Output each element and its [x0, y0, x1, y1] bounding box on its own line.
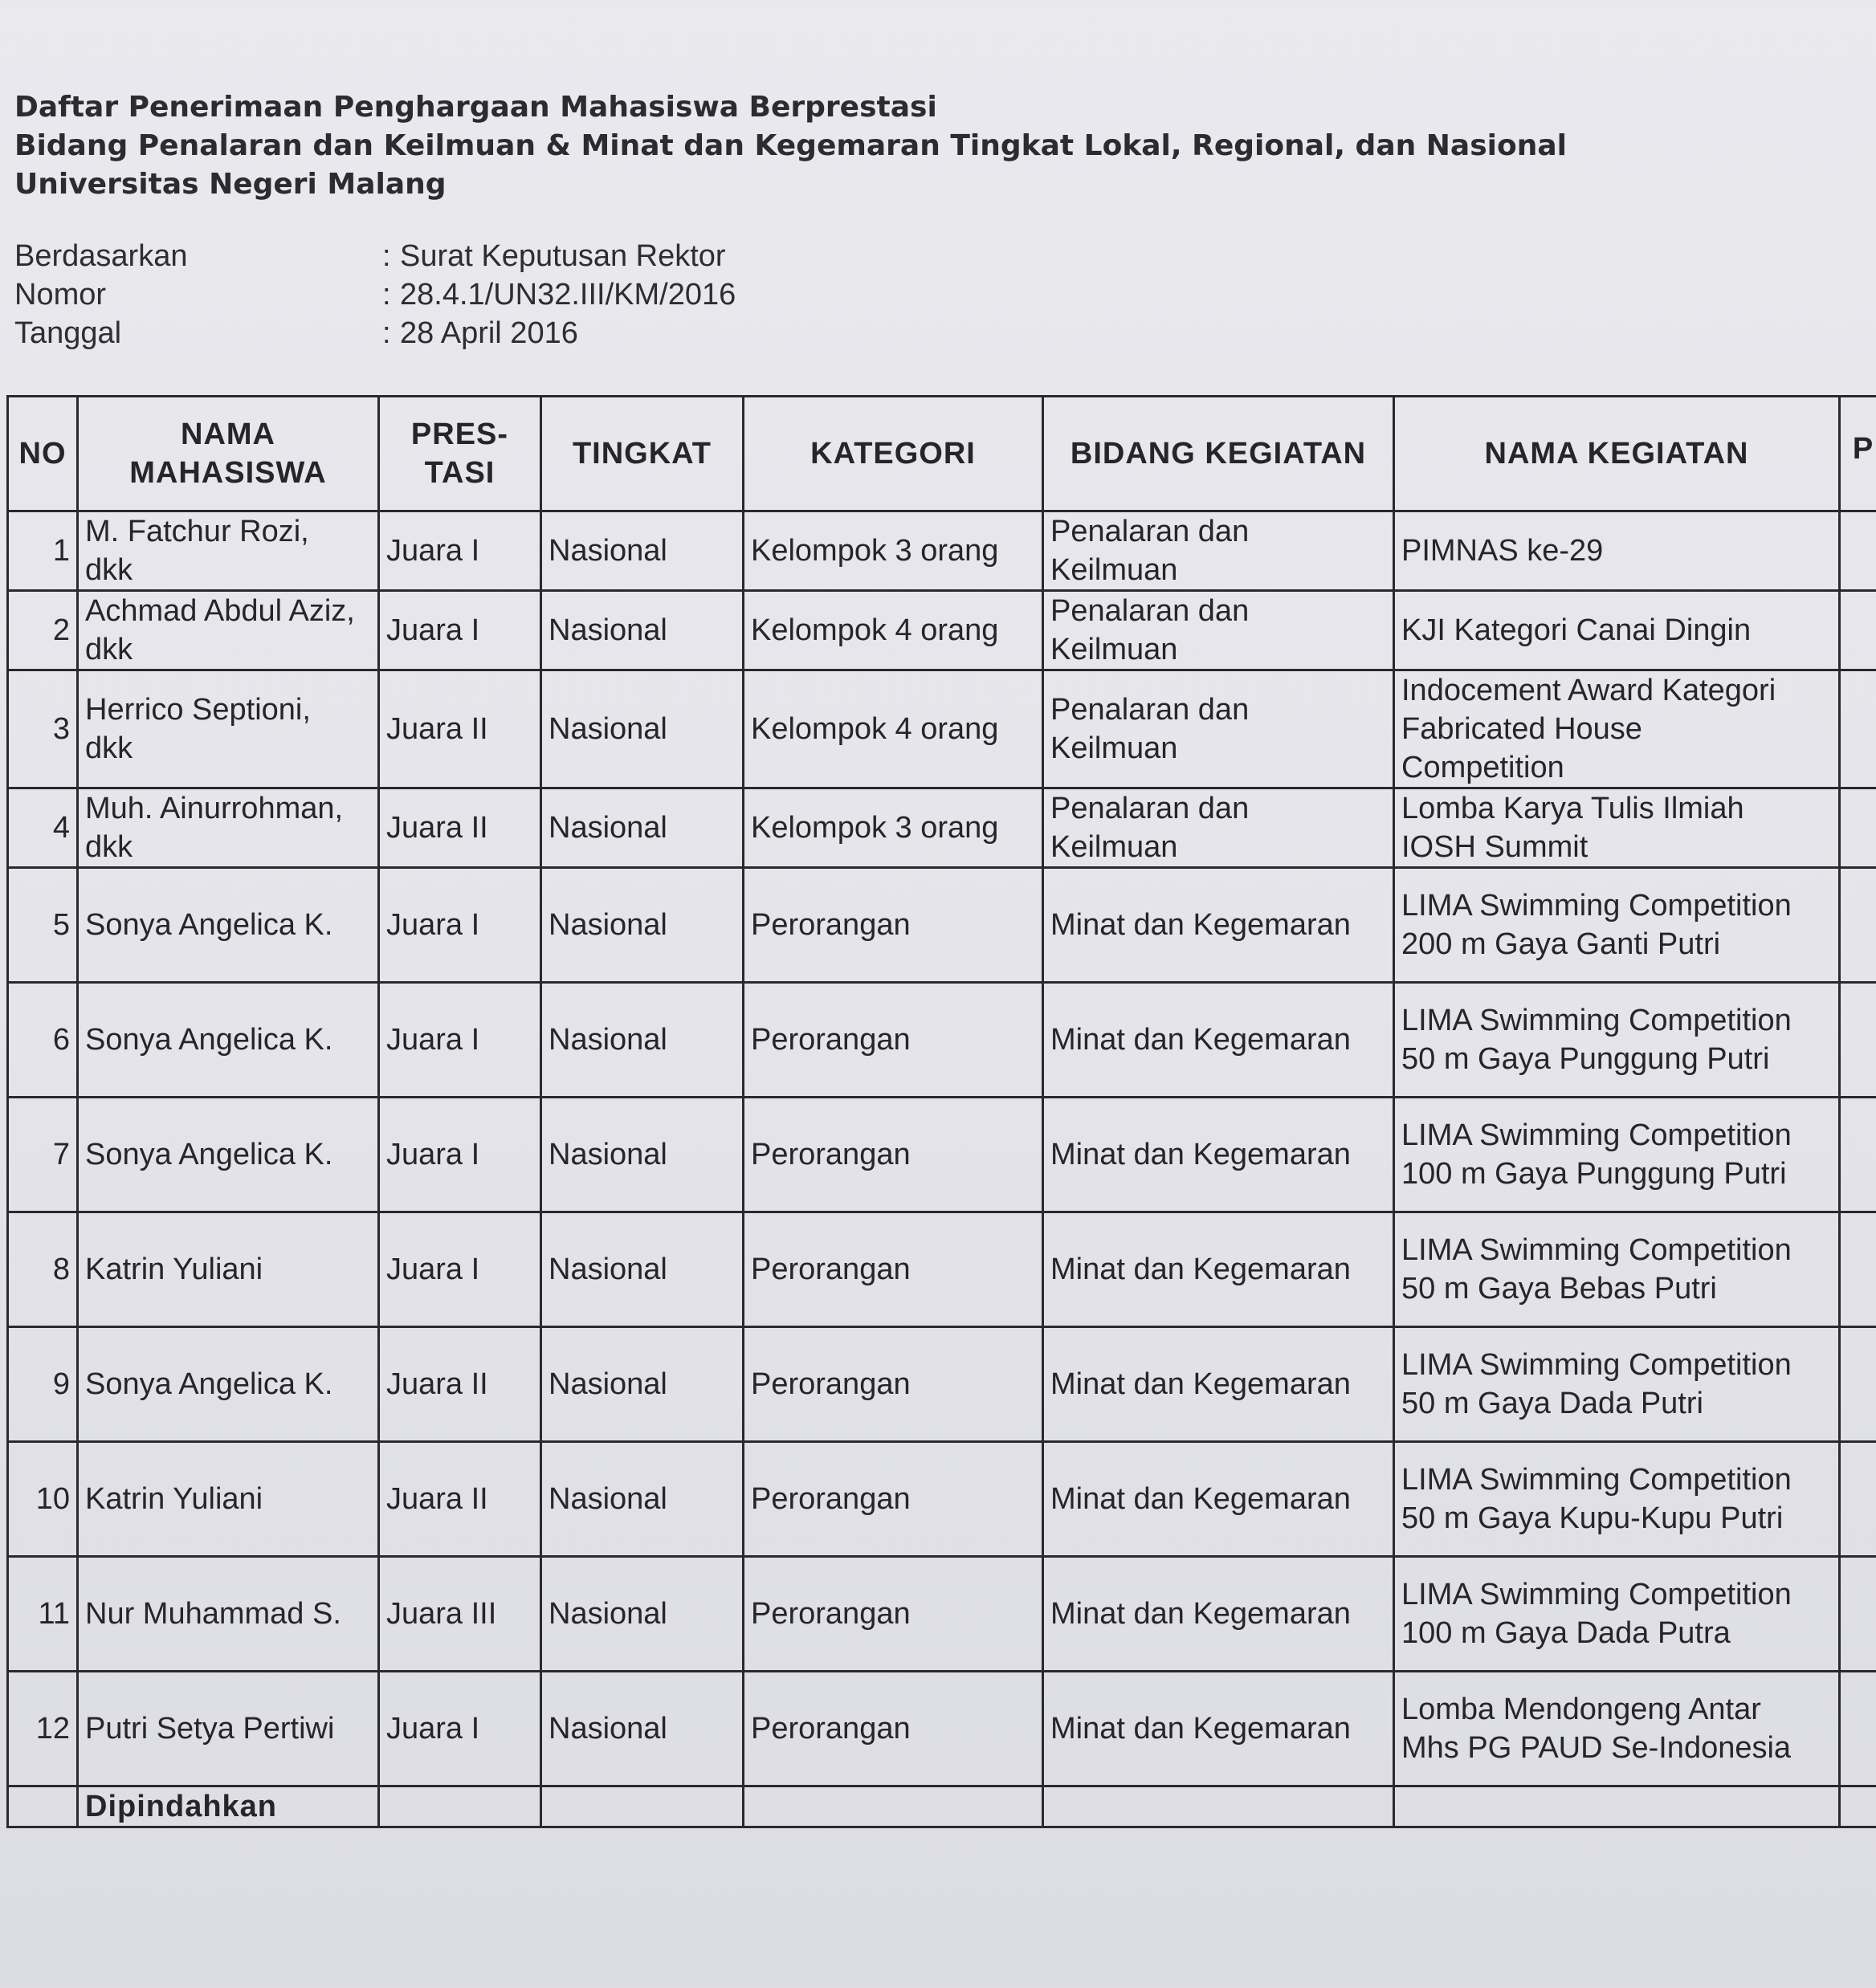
activity-name-cont: 50 m Gaya Dada Putri	[1401, 1387, 1703, 1420]
level: Nasional	[549, 1482, 667, 1516]
activity-field: Penalaran dan	[1050, 693, 1250, 727]
activity-name-cont: Fabricated House	[1401, 712, 1642, 746]
cell-tingkat	[541, 1098, 744, 1212]
table-row	[8, 1327, 1876, 1442]
activity-name: PIMNAS ke-29	[1401, 534, 1604, 568]
cell-kegiatan	[1394, 591, 1840, 670]
meta-label: Berdasarkan	[14, 239, 188, 273]
table-header-row	[8, 397, 1876, 511]
cell-kategori	[744, 1212, 1043, 1327]
category: Kelompok 3 orang	[751, 811, 999, 845]
cell-prestasi	[379, 511, 541, 591]
activity-field-cont: Keilmuan	[1050, 633, 1178, 666]
cell-prestasi	[379, 1672, 541, 1786]
header-text: TASI	[424, 456, 496, 490]
meta-colon: :	[382, 239, 391, 273]
achievement: Juara I	[386, 1253, 480, 1286]
header-extra	[1840, 397, 1876, 511]
activity-name: Lomba Karya Tulis Ilmiah	[1401, 792, 1744, 825]
row-number: 5	[52, 908, 70, 942]
student-name: Nur Muhammad S.	[85, 1597, 341, 1631]
activity-field: Penalaran dan	[1050, 594, 1250, 628]
cell-nama	[78, 1327, 379, 1442]
header-kegiatan: NAMA KEGIATAN	[1394, 397, 1840, 511]
cell-bidang	[1043, 511, 1394, 591]
row-number: 8	[52, 1253, 70, 1286]
header-text: P	[1852, 432, 1874, 466]
cell-bidang	[1043, 1557, 1394, 1672]
activity-name: LIMA Swimming Competition	[1401, 1004, 1792, 1037]
cell-kegiatan	[1394, 1212, 1840, 1327]
cell-extra	[1840, 670, 1876, 788]
cell-nama	[78, 983, 379, 1098]
student-name-suffix: dkk	[85, 830, 133, 864]
meta-colon: :	[382, 316, 391, 350]
achievement: Juara I	[386, 534, 480, 568]
activity-name: LIMA Swimming Competition	[1401, 1463, 1792, 1497]
cell-prestasi	[379, 1327, 541, 1442]
cell-no	[8, 1098, 78, 1212]
header-prestasi	[379, 397, 541, 511]
table-cell	[1840, 1786, 1876, 1827]
cell-no	[8, 591, 78, 670]
student-name: Sonya Angelica K.	[85, 908, 333, 942]
achievement: Juara I	[386, 1023, 480, 1057]
activity-name-cont: 50 m Gaya Punggung Putri	[1401, 1042, 1770, 1076]
achievement: Juara I	[386, 908, 480, 942]
row-number: 6	[52, 1023, 70, 1057]
category: Perorangan	[751, 1023, 911, 1057]
row-number: 3	[52, 712, 70, 746]
cell-tingkat	[541, 1557, 744, 1672]
activity-name-cont: 200 m Gaya Ganti Putri	[1401, 927, 1721, 961]
header-nama	[78, 397, 379, 511]
activity-name: LIMA Swimming Competition	[1401, 1578, 1792, 1611]
cell-extra	[1840, 1327, 1876, 1442]
activity-name: LIMA Swimming Competition	[1401, 1348, 1792, 1382]
cell-extra	[1840, 511, 1876, 591]
header-text: PRES-	[410, 418, 509, 451]
activity-name: LIMA Swimming Competition	[1401, 1118, 1792, 1152]
activity-name: Lomba Mendongeng Antar	[1401, 1693, 1761, 1726]
cell-nama	[78, 1557, 379, 1672]
meta-label: Tanggal	[14, 316, 122, 350]
cell-kegiatan	[1394, 788, 1840, 868]
header-text: NAMA	[181, 418, 275, 451]
activity-name: LIMA Swimming Competition	[1401, 1233, 1792, 1267]
level: Nasional	[549, 811, 667, 845]
cell-nama	[78, 1442, 379, 1557]
cell-kegiatan	[1394, 868, 1840, 983]
title-line-2: Bidang Penalaran dan Keilmuan & Minat dan Kegemaran Tingkat Lokal, Regional, dan Nasional	[14, 129, 1567, 162]
cell-tingkat	[541, 1212, 744, 1327]
cell-no	[8, 1442, 78, 1557]
cell-kategori	[744, 670, 1043, 788]
cell-nama	[78, 1098, 379, 1212]
cell-extra	[1840, 1442, 1876, 1557]
category: Perorangan	[751, 1138, 911, 1171]
level: Nasional	[549, 1138, 667, 1171]
activity-field: Penalaran dan	[1050, 515, 1250, 548]
cell-nama	[78, 1672, 379, 1786]
cell-extra	[1840, 868, 1876, 983]
student-name: Sonya Angelica K.	[85, 1023, 333, 1057]
activity-field-cont: Keilmuan	[1050, 553, 1178, 587]
cell-no	[8, 1672, 78, 1786]
student-name: Sonya Angelica K.	[85, 1138, 333, 1171]
cell-prestasi	[379, 983, 541, 1098]
cell-prestasi	[379, 1098, 541, 1212]
activity-field: Minat dan Kegemaran	[1050, 1482, 1351, 1516]
cell-nama	[78, 670, 379, 788]
meta-colon: :	[382, 278, 391, 312]
cell-kategori	[744, 983, 1043, 1098]
cell-kegiatan	[1394, 670, 1840, 788]
activity-field: Minat dan Kegemaran	[1050, 1023, 1351, 1057]
cell-kategori	[744, 788, 1043, 868]
table-row	[8, 1672, 1876, 1786]
level: Nasional	[549, 1597, 667, 1631]
header-tingkat: TINGKAT	[541, 397, 744, 511]
cell-nama	[78, 788, 379, 868]
table-row	[8, 1557, 1876, 1672]
table-footer-row	[8, 1786, 1876, 1827]
row-number: 9	[52, 1367, 70, 1401]
cell-tingkat	[541, 788, 744, 868]
cell-extra	[1840, 1212, 1876, 1327]
activity-field: Minat dan Kegemaran	[1050, 1367, 1351, 1401]
header-bidang: BIDANG KEGIATAN	[1043, 397, 1394, 511]
activity-name: LIMA Swimming Competition	[1401, 889, 1792, 923]
cell-kegiatan	[1394, 1557, 1840, 1672]
header-kategori: KATEGORI	[744, 397, 1043, 511]
cell-no	[8, 1327, 78, 1442]
cell-tingkat	[541, 1672, 744, 1786]
cell-prestasi	[379, 591, 541, 670]
level: Nasional	[549, 1712, 667, 1746]
cell-prestasi	[379, 1212, 541, 1327]
achievement: Juara II	[386, 1482, 488, 1516]
cell-bidang	[1043, 1442, 1394, 1557]
cell-kegiatan	[1394, 511, 1840, 591]
cell-prestasi	[379, 1442, 541, 1557]
table-cell	[8, 1786, 78, 1827]
activity-name-cont: 50 m Gaya Kupu-Kupu Putri	[1401, 1501, 1784, 1535]
header-text: MAHASISWA	[129, 456, 327, 490]
cell-kegiatan	[1394, 1672, 1840, 1786]
title-line-1: Daftar Penerimaan Penghargaan Mahasiswa Berprestasi	[14, 91, 937, 124]
cell-no	[8, 670, 78, 788]
cell-kategori	[744, 1327, 1043, 1442]
awards-table	[6, 395, 1876, 1828]
cell-kegiatan	[1394, 983, 1840, 1098]
student-name: Katrin Yuliani	[85, 1253, 263, 1286]
category: Perorangan	[751, 1597, 911, 1631]
table-row	[8, 983, 1876, 1098]
activity-field-cont: Keilmuan	[1050, 731, 1178, 765]
table-row	[8, 868, 1876, 983]
level: Nasional	[549, 1253, 667, 1286]
row-number: 11	[38, 1597, 70, 1631]
achievement: Juara I	[386, 613, 480, 647]
level: Nasional	[549, 534, 667, 568]
cell-bidang	[1043, 1212, 1394, 1327]
activity-field: Minat dan Kegemaran	[1050, 1712, 1351, 1746]
student-name-suffix: dkk	[85, 731, 133, 765]
activity-field: Minat dan Kegemaran	[1050, 908, 1351, 942]
cell-extra	[1840, 1672, 1876, 1786]
activity-name-cont: 50 m Gaya Bebas Putri	[1401, 1272, 1717, 1306]
level: Nasional	[549, 712, 667, 746]
cell-prestasi	[379, 1557, 541, 1672]
student-name: Achmad Abdul Aziz,	[85, 594, 355, 628]
student-name: Herrico Septioni,	[85, 693, 311, 727]
activity-field: Minat dan Kegemaran	[1050, 1597, 1351, 1631]
cell-tingkat	[541, 868, 744, 983]
achievement: Juara III	[386, 1597, 497, 1631]
cell-no	[8, 1212, 78, 1327]
category: Perorangan	[751, 1367, 911, 1401]
cell-extra	[1840, 1557, 1876, 1672]
cell-tingkat	[541, 983, 744, 1098]
footer-label: Dipindahkan	[78, 1786, 379, 1827]
achievement: Juara I	[386, 1138, 480, 1171]
cell-kegiatan	[1394, 1442, 1840, 1557]
cell-extra	[1840, 788, 1876, 868]
activity-name-cont: Competition	[1401, 751, 1564, 784]
activity-name-cont: 100 m Gaya Dada Putra	[1401, 1616, 1731, 1650]
table-cell	[541, 1786, 744, 1827]
table-cell	[1043, 1786, 1394, 1827]
row-number: 2	[52, 613, 70, 647]
table-row	[8, 1442, 1876, 1557]
row-number: 12	[35, 1712, 70, 1746]
cell-kegiatan	[1394, 1098, 1840, 1212]
meta-value: 28.4.1/UN32.III/KM/2016	[400, 278, 736, 312]
cell-kategori	[744, 1442, 1043, 1557]
table-row	[8, 670, 1876, 788]
category: Perorangan	[751, 908, 911, 942]
row-number: 1	[52, 534, 70, 568]
student-name: Katrin Yuliani	[85, 1482, 263, 1516]
table-row	[8, 1098, 1876, 1212]
activity-name: KJI Kategori Canai Dingin	[1401, 613, 1752, 647]
achievement: Juara II	[386, 1367, 488, 1401]
cell-kegiatan	[1394, 1327, 1840, 1442]
table-cell	[379, 1786, 541, 1827]
category: Perorangan	[751, 1712, 911, 1746]
cell-nama	[78, 511, 379, 591]
level: Nasional	[549, 1367, 667, 1401]
cell-bidang	[1043, 1098, 1394, 1212]
achievement: Juara I	[386, 1712, 480, 1746]
student-name: Muh. Ainurrohman,	[85, 792, 344, 825]
cell-extra	[1840, 983, 1876, 1098]
activity-name-cont: IOSH Summit	[1401, 830, 1588, 864]
row-number: 4	[52, 811, 70, 845]
cell-prestasi	[379, 788, 541, 868]
cell-kategori	[744, 1557, 1043, 1672]
cell-nama	[78, 868, 379, 983]
table-cell	[1394, 1786, 1840, 1827]
cell-extra	[1840, 1098, 1876, 1212]
student-name: Putri Setya Pertiwi	[85, 1712, 335, 1746]
cell-kategori	[744, 1098, 1043, 1212]
activity-name-cont: 100 m Gaya Punggung Putri	[1401, 1157, 1787, 1191]
category: Kelompok 3 orang	[751, 534, 999, 568]
activity-field: Penalaran dan	[1050, 792, 1250, 825]
student-name: M. Fatchur Rozi,	[85, 515, 309, 548]
cell-nama	[78, 591, 379, 670]
cell-no	[8, 511, 78, 591]
student-name-suffix: dkk	[85, 553, 133, 587]
cell-bidang	[1043, 670, 1394, 788]
cell-prestasi	[379, 670, 541, 788]
cell-kategori	[744, 868, 1043, 983]
document-title	[14, 88, 1567, 204]
cell-extra	[1840, 591, 1876, 670]
activity-name-cont: Mhs PG PAUD Se-Indonesia	[1401, 1731, 1792, 1765]
level: Nasional	[549, 1023, 667, 1057]
cell-prestasi	[379, 868, 541, 983]
cell-tingkat	[541, 591, 744, 670]
table-row	[8, 511, 1876, 591]
cell-bidang	[1043, 1672, 1394, 1786]
level: Nasional	[549, 908, 667, 942]
meta-label: Nomor	[14, 278, 107, 312]
cell-nama	[78, 1212, 379, 1327]
cell-bidang	[1043, 1327, 1394, 1442]
student-name-suffix: dkk	[85, 633, 133, 666]
cell-tingkat	[541, 1327, 744, 1442]
cell-no	[8, 788, 78, 868]
activity-field: Minat dan Kegemaran	[1050, 1253, 1351, 1286]
student-name: Sonya Angelica K.	[85, 1367, 333, 1401]
category: Kelompok 4 orang	[751, 613, 999, 647]
activity-field: Minat dan Kegemaran	[1050, 1138, 1351, 1171]
header-no: NO	[8, 397, 78, 511]
category: Kelompok 4 orang	[751, 712, 999, 746]
cell-no	[8, 868, 78, 983]
cell-bidang	[1043, 591, 1394, 670]
cell-no	[8, 983, 78, 1098]
category: Perorangan	[751, 1253, 911, 1286]
cell-kategori	[744, 591, 1043, 670]
cell-kategori	[744, 511, 1043, 591]
meta-value: 28 April 2016	[400, 316, 578, 350]
level: Nasional	[549, 613, 667, 647]
row-number: 7	[52, 1138, 70, 1171]
achievement: Juara II	[386, 811, 488, 845]
cell-kategori	[744, 1672, 1043, 1786]
table-cell	[744, 1786, 1043, 1827]
cell-tingkat	[541, 511, 744, 591]
category: Perorangan	[751, 1482, 911, 1516]
activity-field-cont: Keilmuan	[1050, 830, 1178, 864]
cell-no	[8, 1557, 78, 1672]
meta-value: Surat Keputusan Rektor	[400, 239, 726, 273]
table-row	[8, 591, 1876, 670]
activity-name: Indocement Award Kategori	[1401, 674, 1776, 707]
title-line-3: Universitas Negeri Malang	[14, 168, 447, 201]
cell-tingkat	[541, 670, 744, 788]
table-row	[8, 788, 1876, 868]
cell-bidang	[1043, 788, 1394, 868]
achievement: Juara II	[386, 712, 488, 746]
cell-bidang	[1043, 983, 1394, 1098]
table-row	[8, 1212, 1876, 1327]
cell-bidang	[1043, 868, 1394, 983]
row-number: 10	[35, 1482, 70, 1516]
cell-tingkat	[541, 1442, 744, 1557]
